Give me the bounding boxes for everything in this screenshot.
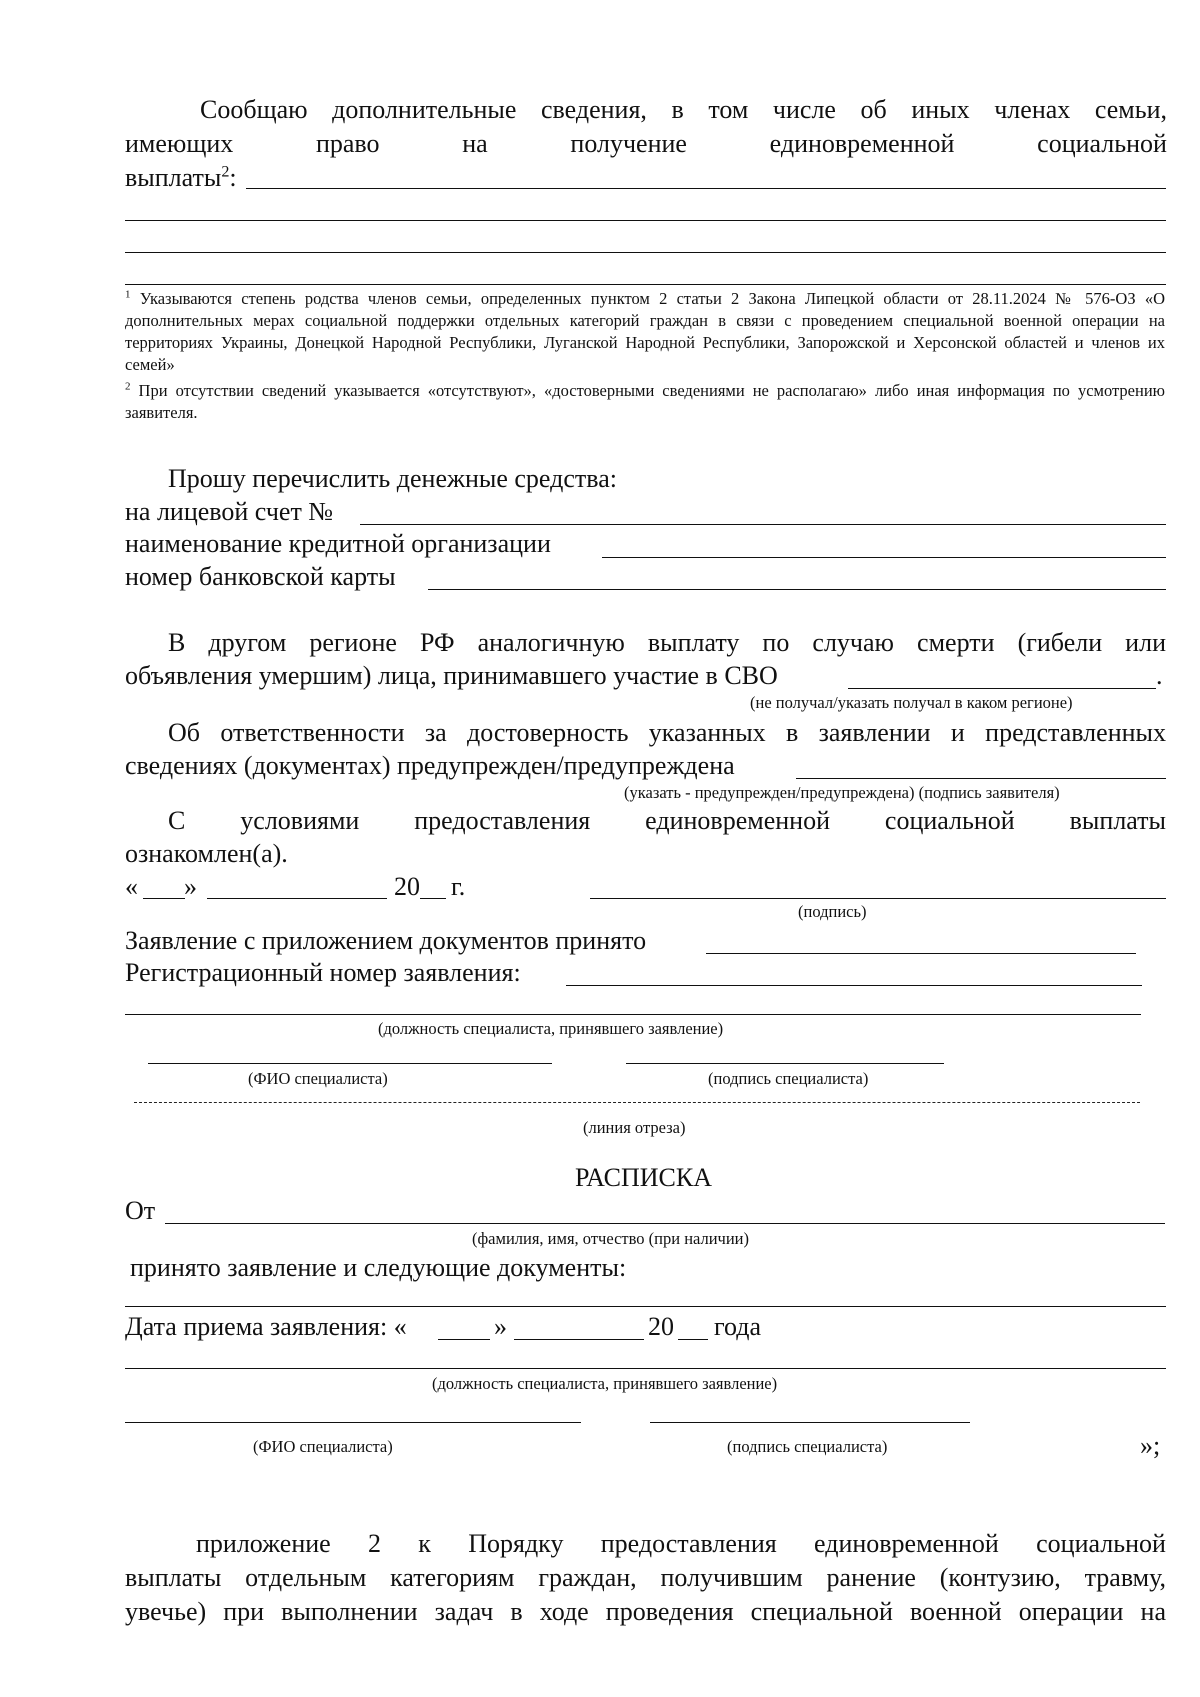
receipt-sign-caption: (подпись специалиста): [727, 1437, 888, 1456]
receipt-day-field[interactable]: [438, 1339, 490, 1340]
receipt-closing-quote: »;: [1140, 1431, 1161, 1460]
receipt-month-field[interactable]: [514, 1339, 644, 1340]
date-close-quote: »: [184, 872, 197, 901]
receipt-fio-field[interactable]: [125, 1422, 581, 1423]
cut-caption: (линия отреза): [583, 1118, 686, 1137]
intro-line-1: Сообщаю дополнительные сведения, в том числе об иных членах семьи,: [200, 95, 1167, 124]
date-year-prefix: 20: [394, 872, 420, 901]
fio-field[interactable]: [148, 1063, 552, 1064]
footnote-2: $^2$ При отсутствии сведений указывается «отсутствуют», «достоверными сведениями не располагаю» либо иная информация по усмотрению заявителя.: [125, 380, 1165, 422]
other-region-caption: (не получал/указать получал в каком регионе): [750, 693, 1073, 712]
reg-number-label: Регистрационный номер заявления:: [125, 958, 521, 987]
intro-fill-line-1[interactable]: [246, 188, 1166, 189]
receipt-accepted-line: принято заявление и следующие документы:: [130, 1253, 627, 1282]
position-caption: (должность специалиста, принявшего заявление): [378, 1019, 724, 1038]
appendix-line-1: приложение 2 к Порядку предоставления единовременной социальной: [196, 1529, 1166, 1558]
card-label: номер банковской карты: [125, 562, 396, 591]
receipt-fio-caption: (фамилия, имя, отчество (при наличии): [472, 1229, 750, 1248]
bank-label: наименование кредитной организации: [125, 529, 551, 558]
responsibility-field[interactable]: [796, 778, 1166, 779]
intro-word: имеющих: [125, 129, 234, 158]
footnote-1: $^1$ Указываются степень родства членов семьи, определенных пунктом 2 статьи 2 Закона Липецкой области от 28.11.2024 № 576-ОЗ «О дополнительных мерах социальной поддержки отдельных категорий граждан в связи с проведением специальной военной операции на территориях Украины, Донецкой Народной Республики, Луганской Народной Республики, Запорожской и Херсонской областей и членов их семей»: [125, 288, 1166, 374]
intro-fill-line-3[interactable]: [125, 252, 1166, 253]
responsibility-line-2: сведениях (документах) предупрежден/предупреждена: [125, 751, 735, 780]
receipt-position-caption: (должность специалиста, принявшего заявление): [432, 1374, 778, 1393]
intro-word: единовременной: [769, 129, 955, 158]
intro-word: право: [315, 129, 380, 158]
receipt-year-field[interactable]: [678, 1339, 708, 1340]
footnote-separator: [125, 284, 1166, 285]
appendix-line-3: увечье) при выполнении задач в ходе проведения специальной военной операции на: [125, 1597, 1166, 1626]
date-year-field[interactable]: [420, 898, 446, 899]
receipt-from-label: От: [125, 1196, 156, 1225]
accepted-label: Заявление с приложением документов принято: [125, 926, 647, 955]
intro-word: на: [462, 129, 488, 158]
receipt-year-prefix: 20: [648, 1312, 674, 1341]
other-region-field[interactable]: [848, 688, 1156, 689]
footnote-ref-2: 2: [221, 163, 230, 181]
card-field[interactable]: [428, 589, 1166, 590]
intro-line-2: [125, 128, 1167, 160]
receipt-date-close: »: [494, 1312, 507, 1341]
receipt-from-field[interactable]: [165, 1223, 1165, 1224]
intro-line-3: выплаты$^2$:: [125, 163, 237, 192]
accepted-field[interactable]: [706, 953, 1136, 954]
reg-number-field[interactable]: [566, 985, 1142, 986]
responsibility-caption: (указать - предупрежден/предупреждена) (подпись заявителя): [624, 783, 1060, 802]
responsibility-line-1: Об ответственности за достоверность указанных в заявлении и представленных: [168, 718, 1166, 747]
account-label: на лицевой счет №: [125, 497, 334, 526]
intro-word: социальной: [1037, 129, 1167, 158]
appendix-line-2: выплаты отдельным категориям граждан, получившим ранение (контузию, травму,: [125, 1563, 1166, 1592]
specialist-sign-caption: (подпись специалиста): [708, 1069, 869, 1088]
other-region-line-1: В другом регионе РФ аналогичную выплату по случаю смерти (гибели или: [168, 628, 1166, 657]
date-day-field[interactable]: [143, 898, 185, 899]
receipt-sign-field[interactable]: [650, 1422, 970, 1423]
position-field[interactable]: [125, 1014, 1141, 1015]
intro-word: получение: [570, 129, 687, 158]
conditions-line-1: С условиями предоставления единовременной социальной выплаты: [168, 806, 1166, 835]
account-field[interactable]: [360, 524, 1166, 525]
payment-heading: Прошу перечислить денежные средства:: [168, 464, 617, 493]
other-region-line-2: объявления умершим) лица, принимавшего участие в СВО: [125, 661, 778, 690]
receipt-documents-field[interactable]: [125, 1306, 1166, 1307]
date-year-suffix: г.: [451, 872, 466, 901]
intro-fill-line-2[interactable]: [125, 220, 1166, 221]
receipt-title: РАСПИСКА: [575, 1163, 712, 1192]
receipt-year-suffix: года: [714, 1312, 762, 1341]
other-region-period: .: [1156, 661, 1163, 690]
receipt-position-field[interactable]: [125, 1368, 1166, 1369]
applicant-signature-field[interactable]: [590, 898, 1166, 899]
signature-caption: (подпись): [798, 902, 867, 921]
date-open-quote: «: [125, 872, 138, 901]
conditions-line-2: ознакомлен(а).: [125, 839, 288, 868]
bank-field[interactable]: [602, 557, 1166, 558]
fio-caption: (ФИО специалиста): [248, 1069, 388, 1088]
specialist-signature-field[interactable]: [626, 1063, 944, 1064]
date-month-field[interactable]: [207, 898, 387, 899]
cut-line: [134, 1102, 1140, 1103]
receipt-fio-spec-caption: (ФИО специалиста): [253, 1437, 393, 1456]
receipt-date-label: Дата приема заявления: «: [125, 1312, 407, 1341]
